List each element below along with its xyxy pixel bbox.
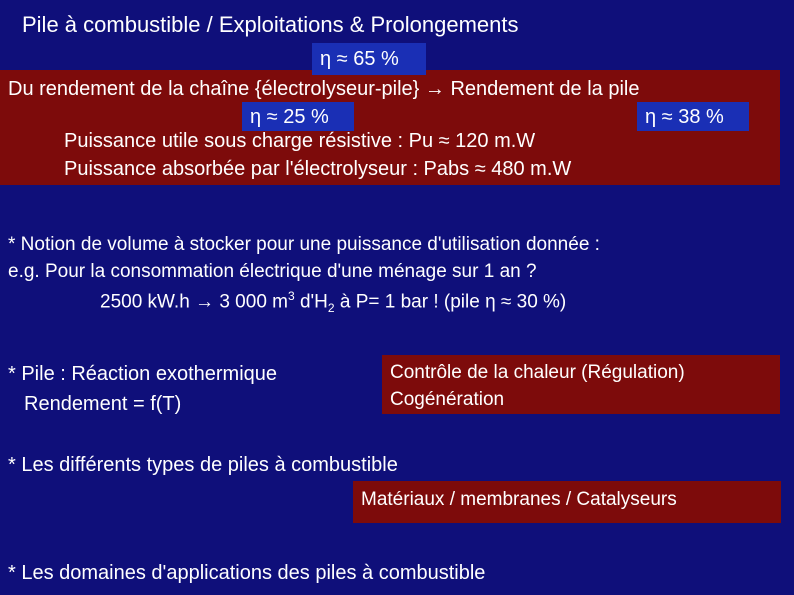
pile-exothermic-line: * Pile : Réaction exothermique: [8, 363, 278, 385]
absorbed-power-line: Puissance absorbée par l'électrolyseur : Pabs ≈ 480 m.W: [64, 158, 572, 180]
cogeneration-line: Cogénération: [390, 389, 505, 410]
pile-efficiency-line: Rendement = f(T): [24, 393, 182, 415]
fuel-cell-types-line: * Les différents types de piles à combustible: [8, 454, 398, 476]
chain-efficiency-line: Du rendement de la chaîne {électrolyseur-pile} → Rendement de la pile: [8, 78, 640, 100]
useful-power-line: Puissance utile sous charge résistive : Pu ≈ 120 m.W: [64, 130, 536, 152]
storage-line-1: * Notion de volume à stocker pour une puissance d'utilisation donnée :: [8, 234, 600, 255]
eta-25-text: η ≈ 25 %: [250, 106, 329, 128]
applications-line: * Les domaines d'applications des piles à combustible: [8, 562, 486, 584]
storage-line-2: e.g. Pour la consommation électrique d'une ménage sur 1 an ?: [8, 261, 537, 282]
eta-65-text: η ≈ 65 %: [320, 48, 399, 70]
eta-38-text: η ≈ 38 %: [645, 106, 724, 128]
heat-control-line: Contrôle de la chaleur (Régulation): [390, 362, 685, 383]
slide-title: Pile à combustible / Exploitations & Prolongements: [22, 12, 519, 37]
storage-line-3: 2500 kW.h → 3 000 $m^3$ $d'H_2$ à P= 1 bar ! (pile η ≈ 30 %): [100, 289, 567, 316]
materials-line: Matériaux / membranes / Catalyseurs: [361, 489, 677, 510]
